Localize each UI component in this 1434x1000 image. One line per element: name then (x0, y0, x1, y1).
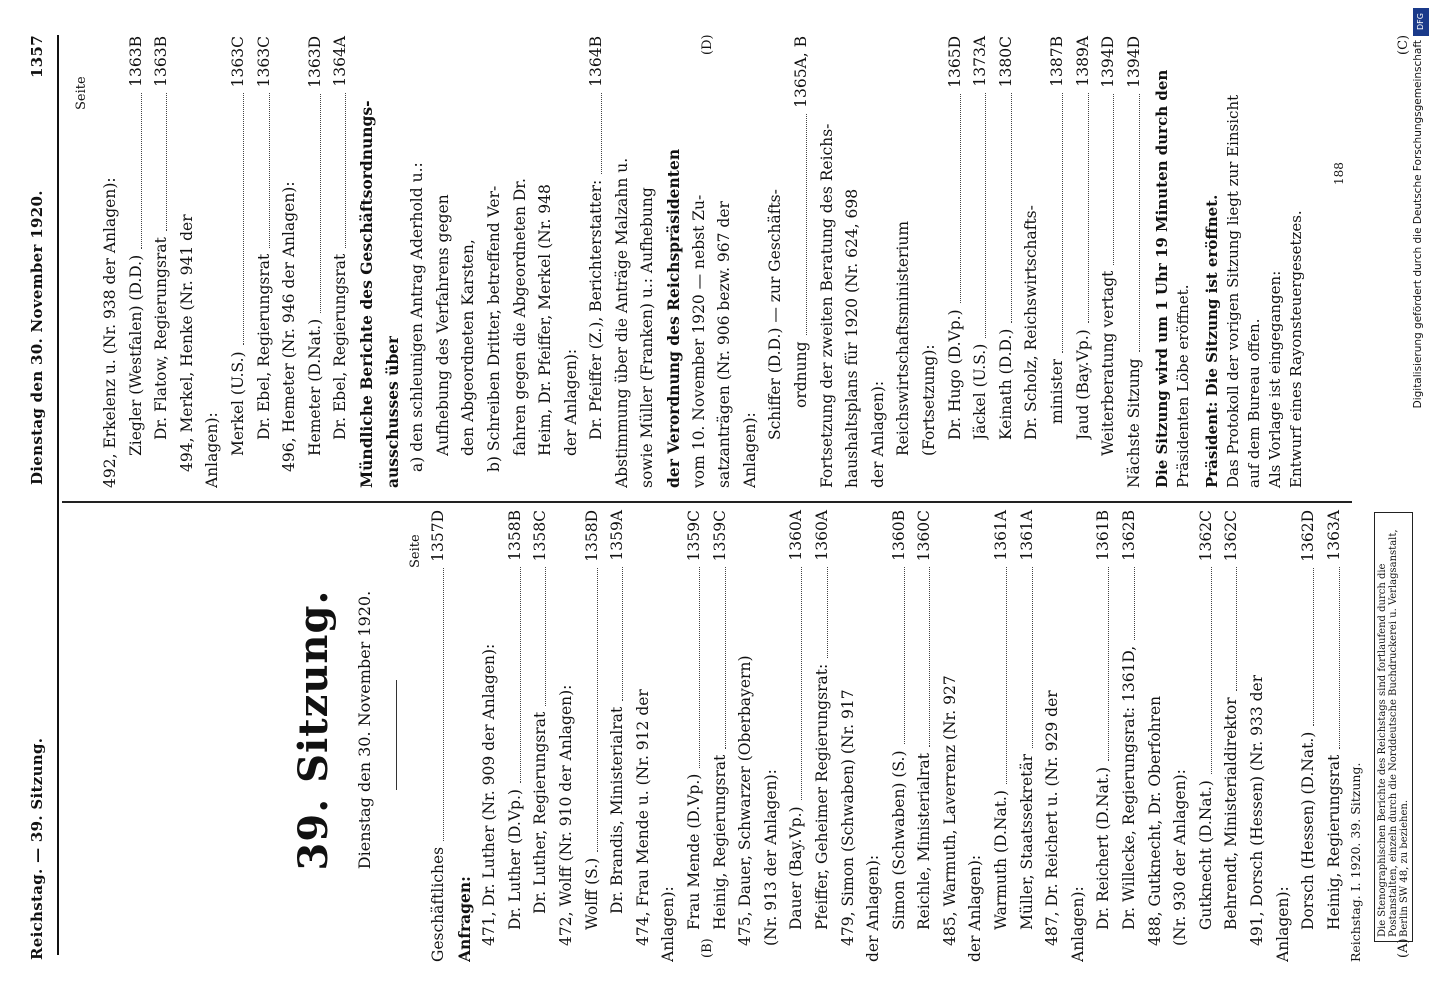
toc-entry-label: satzanträgen (Nr. 906 bezw. 967 der (715, 201, 734, 488)
toc-entry-page: 1365A, B (792, 36, 811, 108)
toc-entry-label: (Fortsetzung): (920, 344, 938, 456)
toc-entry (656, 510, 682, 962)
toc-entry-label: 492, Erkelenz u. (Nr. 938 der Anlagen): (101, 177, 119, 488)
toc-entry-page: 1362D (1299, 510, 1318, 562)
toc-entry (1168, 510, 1194, 962)
toc-entry-page: 1360A (812, 510, 831, 561)
toc-entry-page: 1358B (505, 510, 524, 561)
session-title: 39. Sitzung. (290, 589, 337, 871)
toc-entry-label: der Anlagen): (966, 854, 985, 962)
toc-entry (917, 36, 943, 488)
toc-entry-label: 491, Dorsch (Hessen) (Nr. 933 der (1248, 674, 1266, 946)
toc-entry-label: Dorsch (Hessen) (D.Nat.) (1299, 731, 1318, 930)
leader-dots (443, 568, 444, 841)
credit-strip (1404, 0, 1434, 1000)
toc-entry-label: vom 10. November 1920 — nebst Zu- (689, 194, 708, 488)
marker-b: (B) (700, 938, 715, 958)
toc-entry (912, 510, 938, 962)
toc-entry-label: den Abgeordneten Karsten, (459, 239, 478, 456)
toc-entry (887, 510, 913, 962)
session-subtitle: Dienstag den 30. November 1920. (355, 590, 374, 870)
toc-entry-page: 1373A (971, 36, 990, 87)
toc-entry-page: 1359C (710, 510, 729, 562)
toc-entry-label: Fortsetzung der zweiten Beratung des Reichs- (817, 123, 836, 488)
toc-entry-label: 474, Frau Mende u. (Nr. 912 der (633, 689, 652, 946)
toc-entry-label: Dr. Luther, Regierungsrat (531, 711, 550, 914)
leader-dots (806, 114, 807, 335)
leader-dots (699, 567, 700, 768)
leader-dots (1006, 567, 1007, 784)
toc-entry-label: Dr. Reichert (D.Nat.) (1094, 766, 1113, 930)
toc-entry (580, 510, 606, 962)
toc-entry-page: 1359A (608, 510, 627, 561)
leader-dots (1313, 568, 1314, 726)
leader-dots (269, 93, 270, 248)
toc-entry-page: 1360C (915, 510, 934, 562)
toc-entry-page: 1361A (1017, 510, 1036, 561)
page-number: 1357 (28, 35, 46, 78)
toc-entry (456, 36, 482, 488)
leader-dots (827, 567, 828, 658)
toc-entry (354, 36, 380, 488)
right-column-toc (98, 36, 1147, 488)
toc-entry (1040, 510, 1066, 962)
sheet-number: 188 (1332, 162, 1346, 185)
toc-entry-label: Ziegler (Westfalen) (D.D.) (126, 254, 145, 456)
toc-entry-page: 1357D (429, 510, 447, 562)
toc-entry (477, 510, 503, 962)
toc-entry-page: 1363C (254, 36, 273, 88)
toc-entry (431, 36, 457, 488)
toc-entry-label: Weiterberatung vertagt (1099, 270, 1118, 456)
header-rule (57, 35, 59, 955)
leader-dots (960, 94, 961, 303)
opening-line-1: Die Sitzung wird um 1 Uhr 19 Minuten durch den (1153, 69, 1171, 488)
toc-entry (98, 36, 124, 488)
toc-entry-label: 496, Hemeter (Nr. 946 der Anlagen): (280, 181, 299, 472)
toc-entry (1045, 36, 1071, 488)
toc-entry-label: Reichle, Ministerialrat (915, 752, 934, 930)
toc-entry-label: Dr. Luther (D.Vp.) (505, 789, 524, 930)
leader-dots (601, 93, 602, 174)
toc-entry-label: 487, Dr. Reichert u. (Nr. 929 der (1043, 690, 1062, 946)
toc-entry-label: Dr. Hugo (D.Vp.) (945, 309, 964, 440)
toc-entry-page: 1358D (582, 510, 601, 562)
toc-entry-page: 1362C (1222, 510, 1241, 562)
toc-entry-page: 1363B (152, 36, 171, 87)
leader-dots (1088, 93, 1089, 323)
toc-entry-page: 1363C (228, 36, 247, 88)
toc-entry (426, 510, 452, 962)
toc-entry (175, 36, 201, 488)
toc-entry-label: der Anlagen): (561, 348, 580, 456)
toc-entry (989, 510, 1015, 962)
toc-entry (1117, 510, 1143, 962)
toc-entry-label: Aufhebung des Verfahrens gegen (433, 194, 452, 456)
toc-entry-label: Gutknecht (D.Nat.) (1196, 780, 1215, 930)
toc-entry-label: Dr. Flatow, Regierungsrat (152, 237, 171, 440)
toc-entry (635, 36, 661, 488)
toc-entry (738, 36, 764, 488)
toc-entry (682, 510, 708, 962)
toc-entry (1019, 36, 1045, 488)
toc-entry (810, 510, 836, 962)
left-column-toc (426, 510, 1347, 962)
marker-a: (A) (1396, 938, 1411, 958)
toc-entry (836, 510, 862, 962)
toc-entry (405, 36, 431, 488)
leader-dots (1113, 94, 1114, 265)
toc-entry-page: 1362B (1120, 510, 1139, 561)
toc-entry (533, 36, 559, 488)
leader-dots (166, 93, 167, 231)
toc-entry-label: minister (1047, 358, 1066, 424)
toc-entry (968, 36, 994, 488)
toc-entry-page: 1361B (1094, 510, 1113, 561)
toc-entry-label: b) Schreiben Dritter, betreffend Ver- (484, 185, 503, 472)
marker-c: (C) (1396, 34, 1411, 55)
toc-entry (763, 36, 789, 488)
opening-line-4: Das Protokoll der vorigen Sitzung liegt zur Einsicht (1224, 94, 1242, 488)
toc-entry-label: Dr. Ebel, Regierungsrat (254, 253, 273, 440)
leader-dots (622, 567, 623, 701)
leader-dots (1236, 567, 1237, 691)
toc-entry (708, 510, 734, 962)
digitization-credit: Digitalisierung gefördert durch die Deutsche Forschungsgemeinschaft (1412, 40, 1424, 409)
toc-entry (1091, 510, 1117, 962)
toc-entry-label: Heinig, Regierungsrat (1324, 754, 1343, 930)
opening-block (1152, 36, 1307, 488)
toc-entry (861, 510, 887, 962)
toc-entry-page: 1359C (684, 510, 703, 562)
toc-entry-label: Jaud (Bay.Vp.) (1073, 329, 1092, 440)
leader-dots (1032, 567, 1033, 748)
toc-entry (789, 36, 815, 488)
toc-entry-label: Pfeiffer, Geheimer Regierungsrat: (812, 663, 831, 930)
toc-entry (1245, 510, 1271, 962)
opening-line-7: Entwurf eines Rayonsteuergesetzes. (1287, 210, 1305, 488)
leader-dots (141, 93, 142, 249)
leader-dots (520, 567, 521, 783)
toc-entry-label: Anlagen): (203, 412, 222, 488)
toc-entry (380, 36, 406, 488)
left-footer: Reichstag. I. 1920. 39. Sitzung. (1348, 762, 1363, 962)
toc-entry-label: der Verordnung des Reichspräsidenten (664, 148, 684, 488)
toc-entry-label: Anlagen): (740, 412, 759, 488)
toc-entry (712, 36, 738, 488)
leader-dots (985, 93, 986, 338)
leader-dots (1139, 94, 1140, 352)
toc-entry (528, 510, 554, 962)
toc-entry (938, 510, 964, 962)
toc-entry (452, 510, 478, 962)
leader-dots (929, 567, 930, 747)
toc-entry (687, 36, 713, 488)
toc-entry-page: 1362C (1196, 510, 1215, 562)
toc-entry-label: Dr. Pfeiffer (Z.), Berichterstatter: (587, 179, 606, 440)
toc-entry-label: Keinath (D.D.) (996, 328, 1015, 440)
toc-entry (631, 510, 657, 962)
toc-entry (554, 510, 580, 962)
opening-line-5: auf dem Bureau offen. (1245, 318, 1263, 488)
leader-dots (243, 93, 244, 345)
leader-dots (801, 567, 802, 800)
leader-dots (545, 567, 546, 706)
toc-entry (610, 36, 636, 488)
toc-entry (328, 36, 354, 488)
toc-entry (200, 36, 226, 488)
footnote-text: Die Stenographischen Berichte des Reichstags sind fortlaufend durch die Postanstalten, einzeln durch die Norddeutsche Buchdruckerei u. Verlagsanstalt, Berlin SW 48, zu beziehen. (1377, 529, 1410, 937)
leader-dots (1062, 93, 1063, 353)
toc-entry (277, 36, 303, 488)
toc-entry-label: der Anlagen): (864, 854, 883, 962)
toc-entry-page: 1363D (305, 36, 324, 88)
toc-entry-page: 1363B (126, 36, 145, 87)
toc-entry (124, 36, 150, 488)
toc-entry-page: 1364A (331, 36, 350, 87)
toc-entry-page: 1380C (996, 36, 1015, 88)
leader-dots (1211, 567, 1212, 774)
toc-entry-page: 1360B (889, 510, 908, 561)
toc-entry (891, 36, 917, 488)
toc-entry (1122, 36, 1148, 488)
toc-entry-label: Mündliche Berichte des Geschäftsordnungs- (356, 100, 376, 488)
toc-entry-label: Hemeter (D.Nat.) (305, 318, 324, 456)
toc-entry-label: sowie Müller (Franken) u.: Aufhebung (638, 187, 657, 488)
toc-entry-label: Behrendt, Ministerialdirektor (1222, 697, 1241, 930)
toc-entry (605, 510, 631, 962)
toc-entry-label: der Anlagen): (868, 380, 887, 488)
toc-entry (482, 36, 508, 488)
leader-dots (320, 94, 321, 313)
toc-entry-label: Anfragen: (454, 876, 474, 962)
column-divider (62, 502, 1352, 504)
toc-entry (963, 510, 989, 962)
toc-entry-page: 1365D (945, 36, 964, 88)
toc-entry (226, 36, 252, 488)
toc-entry (1015, 510, 1041, 962)
toc-entry (1219, 510, 1245, 962)
toc-entry-label: Schiffer (D.D.) — zur Geschäfts- (766, 189, 785, 440)
seite-label-left: Seite (408, 534, 423, 568)
leader-dots (345, 93, 346, 248)
toc-entry-page: 1363A (1324, 510, 1343, 561)
running-header-left: Reichstag. — 39. Sitzung. (28, 737, 46, 960)
toc-entry-page: 1389A (1073, 36, 1092, 87)
toc-entry (784, 510, 810, 962)
toc-entry-label: 485, Warmuth, Laverrenz (Nr. 927 (940, 675, 959, 946)
toc-entry-label: Wolff (S.) (582, 857, 601, 930)
toc-entry (1096, 36, 1122, 488)
toc-entry (1066, 510, 1092, 962)
toc-entry (508, 36, 534, 488)
marker-d: (D) (700, 34, 715, 55)
seite-label-right: Seite (74, 76, 89, 110)
toc-entry (584, 36, 610, 488)
toc-entry-label: Simon (Schwaben) (S.) (889, 750, 908, 930)
toc-entry-label: Dr. Ebel, Regierungsrat (331, 253, 350, 440)
toc-entry-page: 1358C (531, 510, 550, 562)
toc-entry-label: Anlagen): (1068, 886, 1087, 962)
toc-entry-page: 1360A (787, 510, 806, 561)
opening-line-2: Präsidenten Löbe eröffnet. (1174, 284, 1192, 488)
toc-entry-label: Jäckel (U.S.) (971, 343, 990, 440)
toc-entry-label: Geschäftliches (429, 846, 447, 962)
toc-entry-label: Merkel (U.S.) (228, 351, 247, 456)
toc-entry-label: ordnung (792, 341, 811, 408)
toc-entry (252, 36, 278, 488)
toc-entry-label: Frau Mende (D.Vp.) (684, 773, 703, 930)
leader-dots (1108, 567, 1109, 761)
toc-entry-label: Reichswirtschaftsministerium (894, 220, 913, 456)
toc-entry-label: Dr. Brandis, Ministerialrat (608, 706, 627, 914)
toc-entry (1271, 510, 1297, 962)
title-rule (396, 680, 397, 790)
toc-entry-label: Anlagen): (659, 886, 678, 962)
toc-entry (815, 36, 841, 488)
toc-entry-label: (Nr. 913 der Anlagen): (761, 769, 780, 946)
toc-entry-label: Müller, Staatssekretär (1017, 754, 1036, 930)
toc-entry-label: Abstimmung über die Anträge Malzahn u. (612, 157, 631, 488)
opening-line-6: Als Vorlage ist eingegangen: (1266, 270, 1284, 488)
opening-line-3: Präsident: Die Sitzung ist eröffnet. (1203, 194, 1221, 488)
toc-entry-label: Warmuth (D.Nat.) (992, 790, 1011, 930)
toc-entry (994, 36, 1020, 488)
leader-dots (597, 568, 598, 852)
toc-entry-page: 1387B (1047, 36, 1066, 87)
toc-entry-label: haushaltsplans für 1920 (Nr. 624, 698 (843, 188, 862, 488)
leader-dots (1134, 567, 1135, 640)
toc-entry (559, 36, 585, 488)
toc-entry (303, 36, 329, 488)
toc-entry-label: 472, Wolff (Nr. 910 der Anlagen): (556, 684, 575, 946)
toc-entry (661, 36, 687, 488)
toc-entry-label: 494, Merkel, Henke (Nr. 941 der (177, 214, 196, 472)
toc-entry-label: Heinig, Regierungsrat (710, 754, 729, 930)
toc-entry (1143, 510, 1169, 962)
toc-entry-label: Dr. Willecke, Regierungsrat: 1361D, (1120, 645, 1139, 930)
toc-entry-label: ausschusses über (382, 335, 402, 488)
toc-entry (503, 510, 529, 962)
running-header-right: Dienstag den 30. November 1920. (28, 190, 46, 485)
toc-entry (1194, 510, 1220, 962)
toc-entry (943, 36, 969, 488)
leader-dots (1011, 93, 1012, 323)
toc-entry-page: 1394D (1124, 36, 1143, 88)
leader-dots (904, 567, 905, 744)
toc-entry-page: 1364B (587, 36, 606, 87)
toc-entry-label: a) den schleunigen Antrag Aderhold u.: (408, 162, 427, 472)
toc-entry-label: 475, Dauer, Schwarzer (Oberbayern) (736, 655, 755, 946)
toc-entry-label: Nächste Sitzung (1124, 358, 1143, 488)
toc-entry-label: Heim, Dr. Pfeiffer, Merkel (Nr. 948 (536, 184, 555, 456)
toc-entry (1322, 510, 1348, 962)
leader-dots (1339, 567, 1340, 749)
toc-entry (733, 510, 759, 962)
toc-entry (759, 510, 785, 962)
toc-entry (866, 36, 892, 488)
toc-entry (840, 36, 866, 488)
toc-entry-label: Dr. Scholz, Reichswirtschafts- (1022, 205, 1041, 440)
toc-entry-label: 471, Dr. Luther (Nr. 909 der Anlagen): (480, 643, 499, 946)
toc-entry-label: (Nr. 930 der Anlagen): (1171, 769, 1190, 946)
toc-entry-label: Anlagen): (1273, 886, 1292, 962)
toc-entry-label: fahren gegen die Abgeordneten Dr. (510, 178, 529, 456)
toc-entry-label: 479, Simon (Schwaben) (Nr. 917 (838, 689, 857, 946)
toc-entry-label: Dauer (Bay.Vp.) (787, 806, 806, 930)
toc-entry (149, 36, 175, 488)
toc-entry-page: 1394D (1099, 36, 1118, 88)
toc-entry (1296, 510, 1322, 962)
toc-entry-label: 488, Gutknecht, Dr. Oberfohren (1145, 695, 1164, 946)
toc-entry (1071, 36, 1097, 488)
dfg-logo: DFG (1413, 8, 1429, 36)
toc-entry-page: 1361A (992, 510, 1011, 561)
leader-dots (725, 567, 726, 749)
